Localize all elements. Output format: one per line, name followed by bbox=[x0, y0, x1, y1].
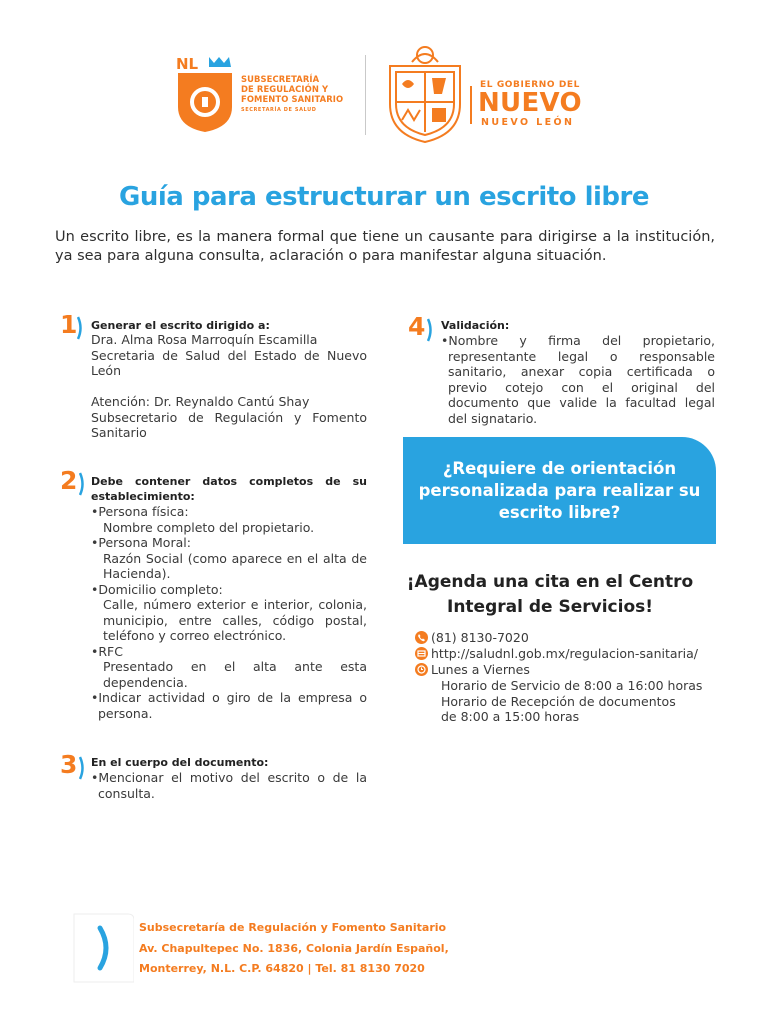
intro-paragraph: Un escrito libre, es la manera formal que tiene un causante para dirigirse a la institución, ya sea para alguna consulta, aclaración o para manifestar alguna situación. bbox=[55, 229, 715, 264]
page-title: Guía para estructurar un escrito libre bbox=[119, 182, 649, 212]
contact-url[interactable]: http://saludnl.gob.mx/regulacion-sanitaria/ bbox=[415, 646, 698, 661]
step-bracket-icon bbox=[77, 316, 84, 340]
step-bracket-icon bbox=[427, 318, 434, 342]
nl-mark: NL bbox=[176, 55, 199, 73]
footer-address: Subsecretaría de Regulación y Fomento Sanitario Av. Chapultepec No. 1836, Colonia Jardín Español, Monterrey, N.L. C.P. 64820 | Tel. 81 8130 7020 bbox=[139, 921, 449, 975]
footer-chevron-icon bbox=[72, 912, 134, 984]
step-bracket-icon bbox=[79, 472, 86, 496]
step-2-heading: Debe contener datos completos de su establecimiento: bbox=[91, 475, 367, 503]
gov-line-2: NUEVO bbox=[478, 88, 582, 118]
phone-icon bbox=[415, 631, 428, 644]
service-hours: Horario de Servicio de 8:00 a 16:00 horas Horario de Recepción de documentos de 8:00 a 15:00 horas bbox=[441, 678, 703, 724]
step-1-number: 1 bbox=[60, 310, 78, 339]
gov-line-3: NUEVO LEÓN bbox=[481, 117, 575, 128]
cta-question: ¿Requiere de orientación personalizada para realizar su escrito libre? bbox=[418, 459, 701, 522]
contact-phone: (81) 8130-7020 bbox=[415, 630, 529, 645]
step-1-heading: Generar el escrito dirigido a: bbox=[91, 319, 270, 332]
step-4-heading: Validación: bbox=[441, 319, 510, 332]
step-1-body: Dra. Alma Rosa Marroquín Escamilla Secretaria de Salud del Estado de Nuevo León Atención: Dr. Reynaldo Cantú Shay Subsecretario de Regulación y Fomento Sanitario bbox=[91, 332, 367, 440]
step-4-body: •Nombre y firma del propietario, representante legal o responsable sanitario, anexar copia certificada o previo cotejo con el original del documento que valide la facultad legal del signatario. bbox=[441, 333, 715, 426]
subsecretaria-logo-text: SUBSECRETARÍA DE REGULACIÓN Y FOMENTO SANITARIO SECRETARÍA DE SALUD bbox=[241, 74, 344, 113]
step-2-number: 2 bbox=[60, 466, 78, 495]
clock-icon bbox=[415, 663, 428, 676]
nuevo-leon-coat-of-arms-icon bbox=[384, 44, 466, 144]
subsecretaria-logo bbox=[176, 55, 366, 135]
header-divider bbox=[365, 55, 366, 135]
contact-days: Lunes a Viernes bbox=[415, 662, 530, 677]
step-bracket-icon bbox=[79, 756, 86, 780]
gov-divider bbox=[470, 86, 472, 124]
gov-line-1: EL GOBIERNO DEL bbox=[480, 80, 581, 90]
step-3-number: 3 bbox=[60, 750, 78, 779]
step-3-body: •Mencionar el motivo del escrito o de la consulta. bbox=[91, 770, 367, 801]
agenda-heading: ¡Agenda una cita en el Centro Integral de Servicios! bbox=[406, 572, 694, 617]
step-3-heading: En el cuerpo del documento: bbox=[91, 756, 269, 769]
step-2-body: •Persona física: Nombre completo del propietario. •Persona Moral: Razón Social (como aparece en el alta de Hacienda). •Domicilio completo: Calle, número exterior e interior, colonia, municipio, entre calles, código postal, teléfono y correo electrónico. •RFC Presentado en el alta ante esta dependencia. •Indicar actividad o giro de la empresa o persona. bbox=[91, 504, 367, 721]
web-icon bbox=[415, 647, 428, 660]
step-4-number: 4 bbox=[408, 312, 426, 341]
